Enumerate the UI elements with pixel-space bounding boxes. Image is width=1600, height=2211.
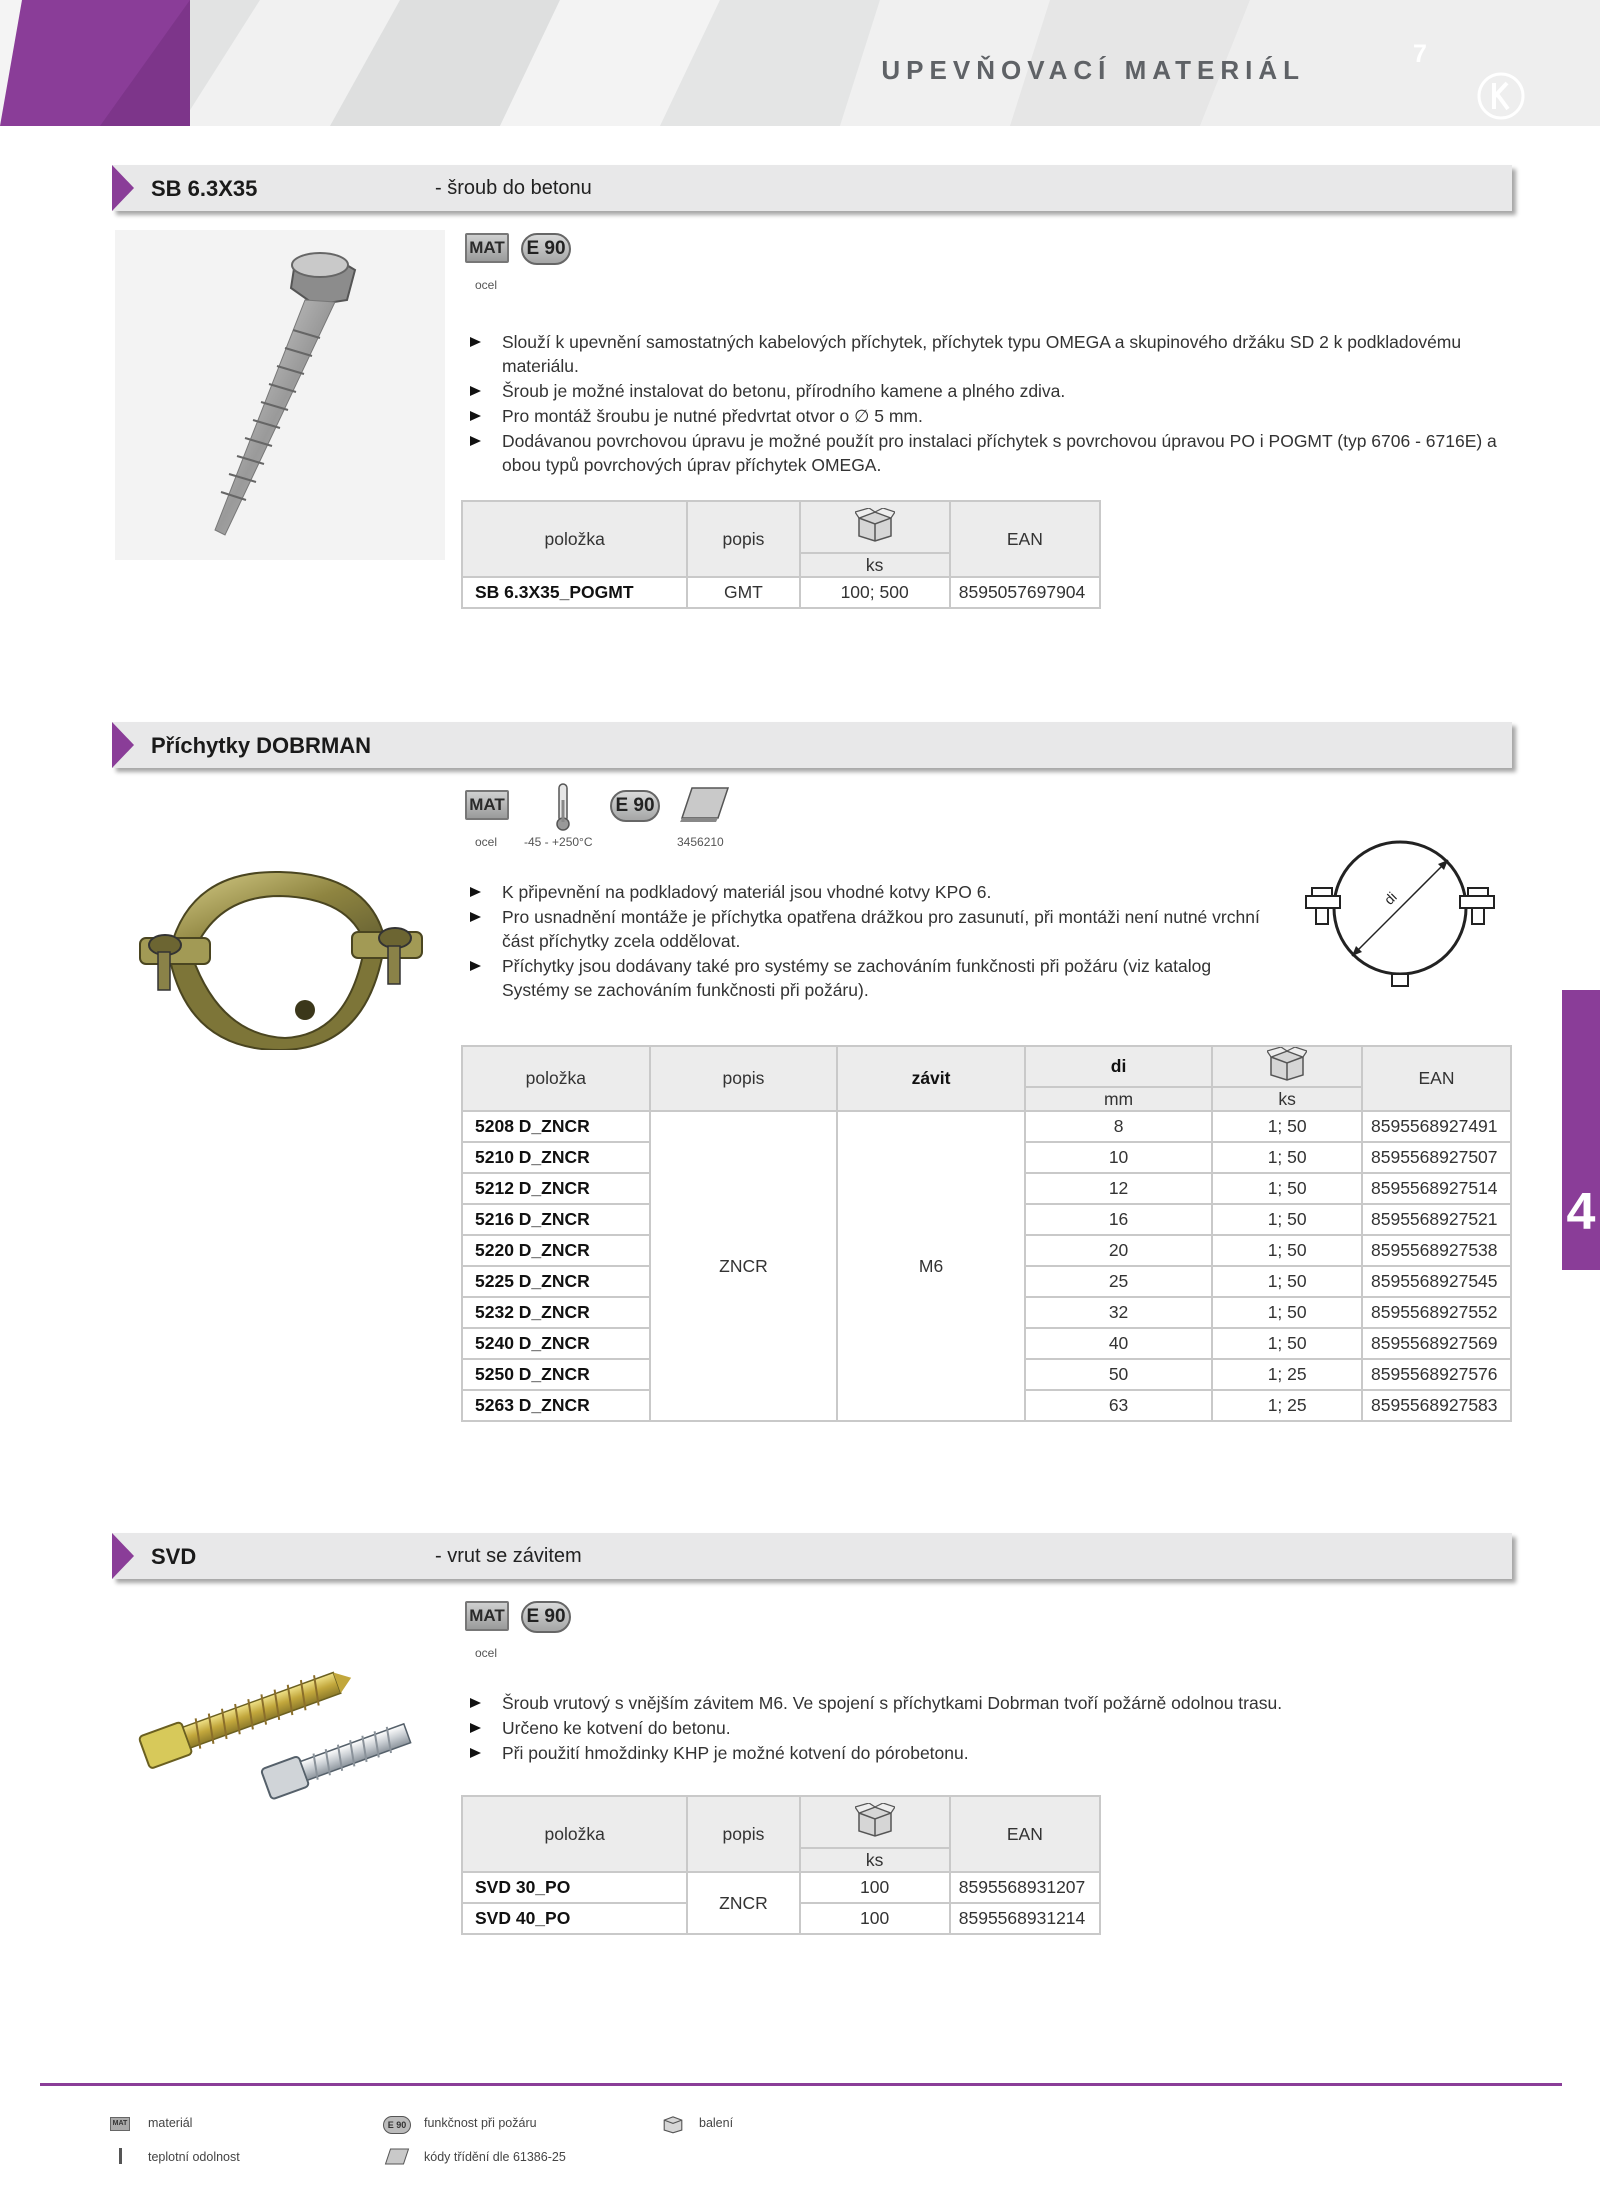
cell-di: 50: [1025, 1359, 1213, 1390]
cell-pack: 1; 50: [1212, 1142, 1362, 1173]
cell-ean: 8595568927583: [1362, 1390, 1511, 1421]
cell-item: 5212 D_ZNCR: [462, 1173, 650, 1204]
cell-pack: 1; 25: [1212, 1359, 1362, 1390]
section-header-dobrman: [112, 722, 1512, 768]
cell-item: 5250 D_ZNCR: [462, 1359, 650, 1390]
box-icon: [855, 508, 895, 542]
list-item: Příchytky jsou dodávany také pro systémy se zachováním funkčnosti při požáru (viz katalog Systémy se zachováním funkčnosti při požáru).: [462, 954, 1282, 1002]
cell-pack: 1; 50: [1212, 1235, 1362, 1266]
cell-thread-merged: M6: [837, 1111, 1025, 1421]
cell-di: 63: [1025, 1390, 1213, 1421]
list-item: Šroub je možné instalovat do betonu, přírodního kamene a plného zdiva.: [462, 379, 1502, 403]
cell-item: 5210 D_ZNCR: [462, 1142, 650, 1173]
cell-item: SB 6.3X35_POGMT: [462, 577, 687, 608]
material-caption: ocel: [475, 835, 498, 849]
list-item: Slouží k upevnění samostatných kabelových příchytek, příchytek typu OMEGA a skupinového držáku SD 2 k podkladovému materiálu.: [462, 330, 1502, 378]
screw-image: [115, 230, 445, 560]
cell-ean: 8595568927538: [1362, 1235, 1511, 1266]
col-header-pack-unit: ks: [1212, 1087, 1362, 1111]
section-header-svd: [112, 1533, 1512, 1579]
material-icon: MAT: [465, 233, 509, 263]
temperature-icon: [553, 782, 573, 832]
col-header-item: položka: [462, 1796, 687, 1872]
list-item: Určeno ke kotvení do betonu.: [462, 1716, 1502, 1740]
legend-temperature-icon: [119, 2148, 122, 2164]
legend-packing: balení: [699, 2116, 734, 2130]
product-table-dobrman: [461, 1045, 1512, 1422]
legend-codes-icon: [384, 2148, 410, 2166]
list-item: Při použití hmoždinky KHP je možné kotvení do pórobetonu.: [462, 1741, 1502, 1765]
list-item: K připevnění na podkladový materiál jsou vhodné kotvy KPO 6.: [462, 880, 1282, 904]
classification-caption: 3456210: [677, 835, 724, 849]
cell-di: 40: [1025, 1328, 1213, 1359]
col-header-desc: popis: [687, 501, 799, 577]
cell-ean: 8595568927545: [1362, 1266, 1511, 1297]
section-header-sb: [112, 165, 1512, 211]
cell-pack: 1; 50: [1212, 1297, 1362, 1328]
section-arrow-icon: [112, 1533, 134, 1579]
cell-ean: 8595568927491: [1362, 1111, 1511, 1142]
cell-pack: 1; 50: [1212, 1328, 1362, 1359]
cell-pack: 100: [800, 1872, 950, 1903]
section-arrow-icon: [112, 165, 134, 211]
col-header-pack-unit: ks: [800, 553, 950, 577]
cell-di: 10: [1025, 1142, 1213, 1173]
col-header-pack-unit: ks: [800, 1848, 950, 1872]
material-caption: ocel: [475, 278, 498, 292]
table-row: [462, 1872, 1100, 1903]
col-header-ean: EAN: [950, 501, 1100, 577]
cell-pack: 100: [800, 1903, 950, 1934]
section-description: - vrut se závitem: [435, 1545, 582, 1567]
col-header-ean: EAN: [950, 1796, 1100, 1872]
company-logo-icon: [1475, 70, 1527, 122]
chapter-number: 4: [1566, 1183, 1596, 1241]
cell-desc-merged: ZNCR: [687, 1872, 799, 1934]
cell-ean: 8595568927507: [1362, 1142, 1511, 1173]
cell-item: 5216 D_ZNCR: [462, 1204, 650, 1235]
cell-pack: 1; 25: [1212, 1390, 1362, 1421]
box-icon: [1267, 1047, 1307, 1081]
list-item: Šroub vrutový s vnějším závitem M6. Ve spojení s příchytkami Dobrman tvoří požárně odolnou trasu.: [462, 1691, 1502, 1715]
cell-ean: 8595568927514: [1362, 1173, 1511, 1204]
section-title: SB 6.3X35: [151, 176, 258, 201]
legend-codes: kódy třídění dle 61386-25: [424, 2150, 566, 2164]
drawing-label: di: [1380, 888, 1400, 908]
feature-list: [462, 330, 1502, 478]
classification-code-icon: [680, 786, 730, 822]
cell-desc-merged: ZNCR: [650, 1111, 838, 1421]
section-arrow-icon: [112, 722, 134, 768]
col-header-pack: [1212, 1046, 1362, 1087]
fire-resistance-icon: E 90: [521, 1601, 571, 1633]
product-table-svd: [461, 1795, 1101, 1935]
page-number: 7: [1413, 40, 1427, 68]
fire-resistance-icon: E 90: [521, 233, 571, 265]
cell-pack: 1; 50: [1212, 1111, 1362, 1142]
temperature-caption: -45 - +250°C: [524, 835, 593, 849]
col-header-ean: EAN: [1362, 1046, 1511, 1111]
page-number-tab: [0, 0, 190, 126]
feature-list: [462, 880, 1282, 1003]
cell-item: 5220 D_ZNCR: [462, 1235, 650, 1266]
cell-ean: 8595568927521: [1362, 1204, 1511, 1235]
cell-item: 5208 D_ZNCR: [462, 1111, 650, 1142]
clamp-image: [130, 860, 430, 1050]
col-header-desc: popis: [687, 1796, 799, 1872]
cell-di: 16: [1025, 1204, 1213, 1235]
cell-pack: 100; 500: [800, 577, 950, 608]
header-band: [0, 0, 1600, 126]
legend-material-icon: MAT: [110, 2117, 130, 2131]
cell-di: 25: [1025, 1266, 1213, 1297]
cell-di: 8: [1025, 1111, 1213, 1142]
cell-ean: 8595057697904: [950, 577, 1100, 608]
legend-fire: funkčnost při požáru: [424, 2116, 537, 2130]
cell-item: SVD 40_PO: [462, 1903, 687, 1934]
cell-item: 5240 D_ZNCR: [462, 1328, 650, 1359]
section-title: SVD: [151, 1544, 197, 1569]
cell-ean: 8595568931214: [950, 1903, 1100, 1934]
col-header-item: položka: [462, 1046, 650, 1111]
section-title: Příchytky DOBRMAN: [151, 733, 372, 758]
material-caption: ocel: [475, 1646, 498, 1660]
header-background-pattern: [0, 0, 1600, 126]
table-row: [462, 577, 1100, 608]
col-header-pack: [800, 1796, 950, 1848]
legend-fire-icon: E 90: [383, 2116, 411, 2134]
cell-ean: 8595568931207: [950, 1872, 1100, 1903]
cell-item: SVD 30_PO: [462, 1872, 687, 1903]
material-icon: MAT: [465, 790, 509, 820]
header-title: UPEVŇOVACÍ MATERIÁL: [881, 55, 1305, 85]
legend-packing-icon: [662, 2114, 684, 2134]
list-item: Pro montáž šroubu je nutné předvrtat otvor o ∅ 5 mm.: [462, 404, 1502, 428]
cell-ean: 8595568927569: [1362, 1328, 1511, 1359]
col-header-desc: popis: [650, 1046, 838, 1111]
col-header-di: di: [1025, 1046, 1213, 1087]
clamp-dimension-drawing: [1300, 838, 1500, 988]
cell-pack: 1; 50: [1212, 1204, 1362, 1235]
threaded-screw-image: [130, 1645, 430, 1805]
fire-resistance-icon: E 90: [610, 790, 660, 822]
cell-ean: 8595568927576: [1362, 1359, 1511, 1390]
col-header-item: položka: [462, 501, 687, 577]
cell-item: 5263 D_ZNCR: [462, 1390, 650, 1421]
table-row: [462, 1111, 1511, 1142]
list-item: Dodávanou povrchovou úpravu je možné použít pro instalaci příchytek s povrchovou úpravou PO i POGMT (typ 6706 - 6716E) a obou typů povrchových úprav příchytek OMEGA.: [462, 429, 1502, 477]
section-description: - šroub do betonu: [435, 177, 592, 199]
cell-di: 32: [1025, 1297, 1213, 1328]
col-header-pack: [800, 501, 950, 553]
cell-di: 12: [1025, 1173, 1213, 1204]
cell-ean: 8595568927552: [1362, 1297, 1511, 1328]
box-icon: [855, 1803, 895, 1837]
feature-list: [462, 1691, 1502, 1766]
cell-item: 5232 D_ZNCR: [462, 1297, 650, 1328]
cell-pack: 1; 50: [1212, 1173, 1362, 1204]
cell-di: 20: [1025, 1235, 1213, 1266]
cell-item: 5225 D_ZNCR: [462, 1266, 650, 1297]
col-header-thread: závit: [837, 1046, 1025, 1111]
legend-temperature: teplotní odolnost: [148, 2150, 240, 2164]
footer-divider: [40, 2083, 1562, 2086]
legend-material: materiál: [148, 2116, 193, 2130]
material-icon: MAT: [465, 1601, 509, 1631]
col-header-di-unit: mm: [1025, 1087, 1213, 1111]
cell-desc: GMT: [687, 577, 799, 608]
cell-pack: 1; 50: [1212, 1266, 1362, 1297]
product-table-sb: [461, 500, 1101, 609]
list-item: Pro usnadnění montáže je příchytka opatřena drážkou pro zasunutí, při montáži není nutné vrchní část příchytky zcela oddělovat.: [462, 905, 1282, 953]
